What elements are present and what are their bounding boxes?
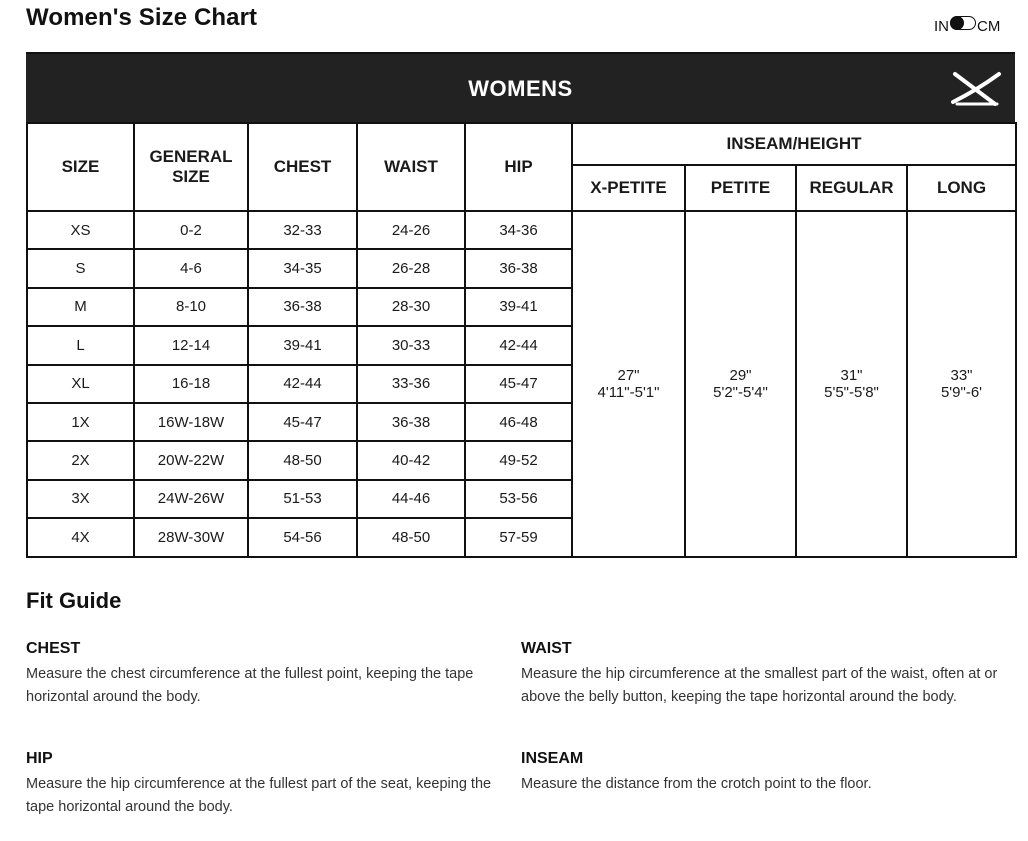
cell-size: XL: [27, 365, 134, 403]
header-waist: WAIST: [357, 123, 465, 211]
header-x-petite: X-PETITE: [572, 165, 685, 211]
womens-banner: [26, 52, 1015, 124]
cell-hip: 57-59: [465, 518, 572, 556]
fit-guide-heading: INSEAM: [521, 750, 584, 767]
fit-guide-heading: CHEST: [26, 640, 81, 657]
fit-guide-waist: [521, 640, 1009, 709]
toggle-knob-icon: [950, 16, 964, 30]
fit-guide-chest: [26, 640, 514, 709]
height-range: 4'11"-5'1": [597, 383, 660, 401]
height-range: 5'5"-5'8": [824, 383, 879, 401]
cell-size: 2X: [27, 441, 134, 479]
cell-general-size: 16-18: [134, 365, 248, 403]
cell-chest: 54-56: [248, 518, 357, 556]
inseam-value: 29": [729, 366, 752, 384]
cell-hip: 49-52: [465, 441, 572, 479]
cell-hip: 46-48: [465, 403, 572, 441]
fit-guide-heading: HIP: [26, 750, 53, 767]
fit-guide-heading: WAIST: [521, 640, 572, 657]
fit-guide-title: Fit Guide: [26, 588, 122, 613]
header-size: SIZE: [27, 123, 134, 211]
cell-chest: 32-33: [248, 211, 357, 249]
header-hip: HIP: [465, 123, 572, 211]
cell-general-size: 20W-22W: [134, 441, 248, 479]
header-general-size: GENERAL SIZE: [134, 123, 248, 211]
cell-waist: 26-28: [357, 249, 465, 287]
x-logo-icon: [951, 68, 1003, 110]
page-title: Women's Size Chart: [26, 4, 258, 31]
cell-waist: 24-26: [357, 211, 465, 249]
header-regular: REGULAR: [796, 165, 907, 211]
cell-general-size: 12-14: [134, 326, 248, 364]
fit-guide-text: Measure the hip circumference at the fullest part of the seat, keeping the tape horizontal around the body.: [26, 776, 492, 815]
cell-size: 4X: [27, 518, 134, 556]
cell-general-size: 24W-26W: [134, 480, 248, 518]
cell-size: M: [27, 288, 134, 326]
cell-size: S: [27, 249, 134, 287]
size-chart-table: [26, 122, 1017, 558]
cell-size: 3X: [27, 480, 134, 518]
cell-general-size: 16W-18W: [134, 403, 248, 441]
inseam-petite: [685, 211, 796, 557]
cell-chest: 39-41: [248, 326, 357, 364]
cell-chest: 48-50: [248, 441, 357, 479]
cell-chest: 51-53: [248, 480, 357, 518]
cell-size: XS: [27, 211, 134, 249]
cell-hip: 36-38: [465, 249, 572, 287]
cell-chest: 42-44: [248, 365, 357, 403]
fit-guide-text: Measure the chest circumference at the fullest point, keeping the tape horizontal around the body.: [26, 666, 474, 705]
cell-chest: 34-35: [248, 249, 357, 287]
cell-size: L: [27, 326, 134, 364]
unit-cm-label[interactable]: CM: [977, 18, 1001, 35]
unit-in-label[interactable]: IN: [934, 18, 949, 35]
cell-hip: 34-36: [465, 211, 572, 249]
cell-general-size: 4-6: [134, 249, 248, 287]
cell-hip: 39-41: [465, 288, 572, 326]
inseam-regular: [796, 211, 907, 557]
cell-waist: 28-30: [357, 288, 465, 326]
table-row: [27, 211, 1016, 249]
cell-hip: 45-47: [465, 365, 572, 403]
header-inseam-height: INSEAM/HEIGHT: [572, 123, 1016, 165]
cell-chest: 36-38: [248, 288, 357, 326]
cell-hip: 42-44: [465, 326, 572, 364]
cell-hip: 53-56: [465, 480, 572, 518]
inseam-long: [907, 211, 1016, 557]
inseam-x-petite: [572, 211, 685, 557]
cell-waist: 33-36: [357, 365, 465, 403]
header-petite: PETITE: [685, 165, 796, 211]
unit-toggle-switch[interactable]: [950, 16, 976, 30]
fit-guide-text: Measure the distance from the crotch point to the floor.: [521, 776, 872, 792]
cell-size: 1X: [27, 403, 134, 441]
cell-waist: 30-33: [357, 326, 465, 364]
header-chest: CHEST: [248, 123, 357, 211]
cell-general-size: 28W-30W: [134, 518, 248, 556]
cell-waist: 40-42: [357, 441, 465, 479]
fit-guide-inseam: [521, 750, 1009, 796]
inseam-value: 27": [617, 366, 640, 384]
cell-waist: 48-50: [357, 518, 465, 556]
cell-waist: 36-38: [357, 403, 465, 441]
fit-guide-hip: [26, 750, 514, 819]
cell-waist: 44-46: [357, 480, 465, 518]
inseam-value: 31": [840, 366, 863, 384]
inseam-value: 33": [950, 366, 973, 384]
height-range: 5'9"-6': [940, 383, 983, 401]
banner-title: WOMENS: [468, 76, 573, 101]
header-long: LONG: [907, 165, 1016, 211]
cell-chest: 45-47: [248, 403, 357, 441]
cell-general-size: 0-2: [134, 211, 248, 249]
height-range: 5'2"-5'4": [713, 383, 768, 401]
fit-guide-text: Measure the hip circumference at the smallest part of the waist, often at or above the belly button, keeping the tape horizontal around the body.: [521, 666, 998, 705]
cell-general-size: 8-10: [134, 288, 248, 326]
unit-toggle[interactable]: [934, 12, 1000, 35]
